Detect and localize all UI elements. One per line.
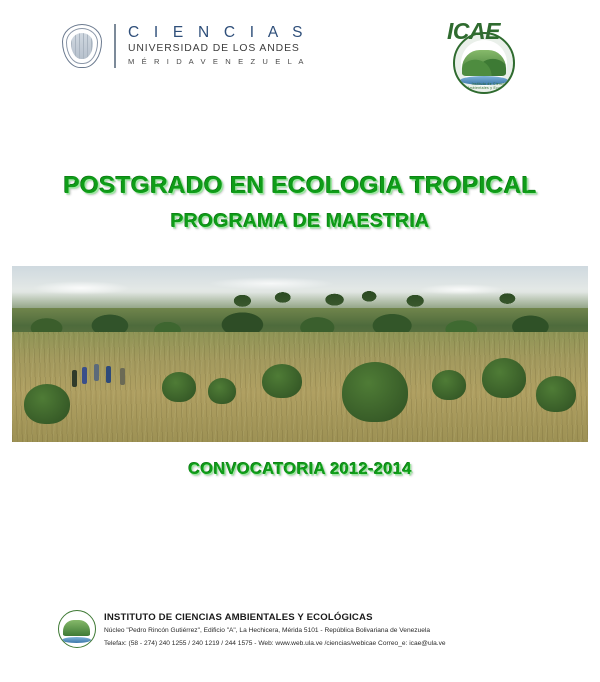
icae-ring-text: Instituto de Ciencias Ambientales y Ecológicas <box>467 82 513 90</box>
cover-photograph <box>12 266 588 442</box>
university-seal-icon <box>62 24 102 68</box>
photo-person <box>106 366 111 383</box>
photo-shrub <box>536 376 576 412</box>
icae-logo <box>447 18 521 90</box>
photo-person <box>94 364 99 381</box>
page-header <box>0 0 600 100</box>
footer-institute-name: INSTITUTO DE CIENCIAS AMBIENTALES Y ECOLÓGICAS <box>104 612 373 623</box>
page-title: POSTGRADO EN ECOLOGIA TROPICAL <box>63 172 537 199</box>
photo-researchers <box>72 364 152 390</box>
call-for-applications: CONVOCATORIA 2012-2014 <box>188 460 412 478</box>
photo-shrub <box>262 364 302 398</box>
icae-mountain-logo-icon <box>58 610 96 648</box>
ula-wordmark <box>114 24 308 68</box>
photo-shrub <box>162 372 196 402</box>
photo-person <box>82 367 87 384</box>
page-subtitle: PROGRAMA DE MAESTRIA <box>170 210 430 232</box>
ula-university-name: UNIVERSIDAD DE LOS ANDES <box>128 43 300 55</box>
footer-address: Núcleo "Pedro Rincón Gutiérrez", Edificio "A", La Hechicera, Mérida 5101 - República Bolivariana de Venezuela <box>104 627 431 635</box>
ula-logo <box>62 24 308 68</box>
photo-person <box>72 370 77 387</box>
ula-faculty-name: C I E N C I A S <box>128 24 308 42</box>
icae-wordmark: ICAE <box>447 18 500 44</box>
photo-shrub <box>208 378 236 404</box>
photo-shrub <box>432 370 466 400</box>
photo-shrub <box>482 358 526 398</box>
ula-location: M É R I D A V E N E Z U E L A <box>128 57 307 67</box>
photo-shrub <box>24 384 70 424</box>
photo-shrub <box>342 362 408 422</box>
page-footer <box>0 600 600 682</box>
title-block <box>0 172 600 233</box>
footer-contact: Telefax: (58 - 274) 240 1255 / 240 1219 / 244 1575 - Web: www.web.ula.ve /ciencias/webicae Correo_e: icae@ula.ve <box>104 639 446 647</box>
footer-text-block <box>104 612 554 649</box>
photo-person <box>120 368 125 385</box>
